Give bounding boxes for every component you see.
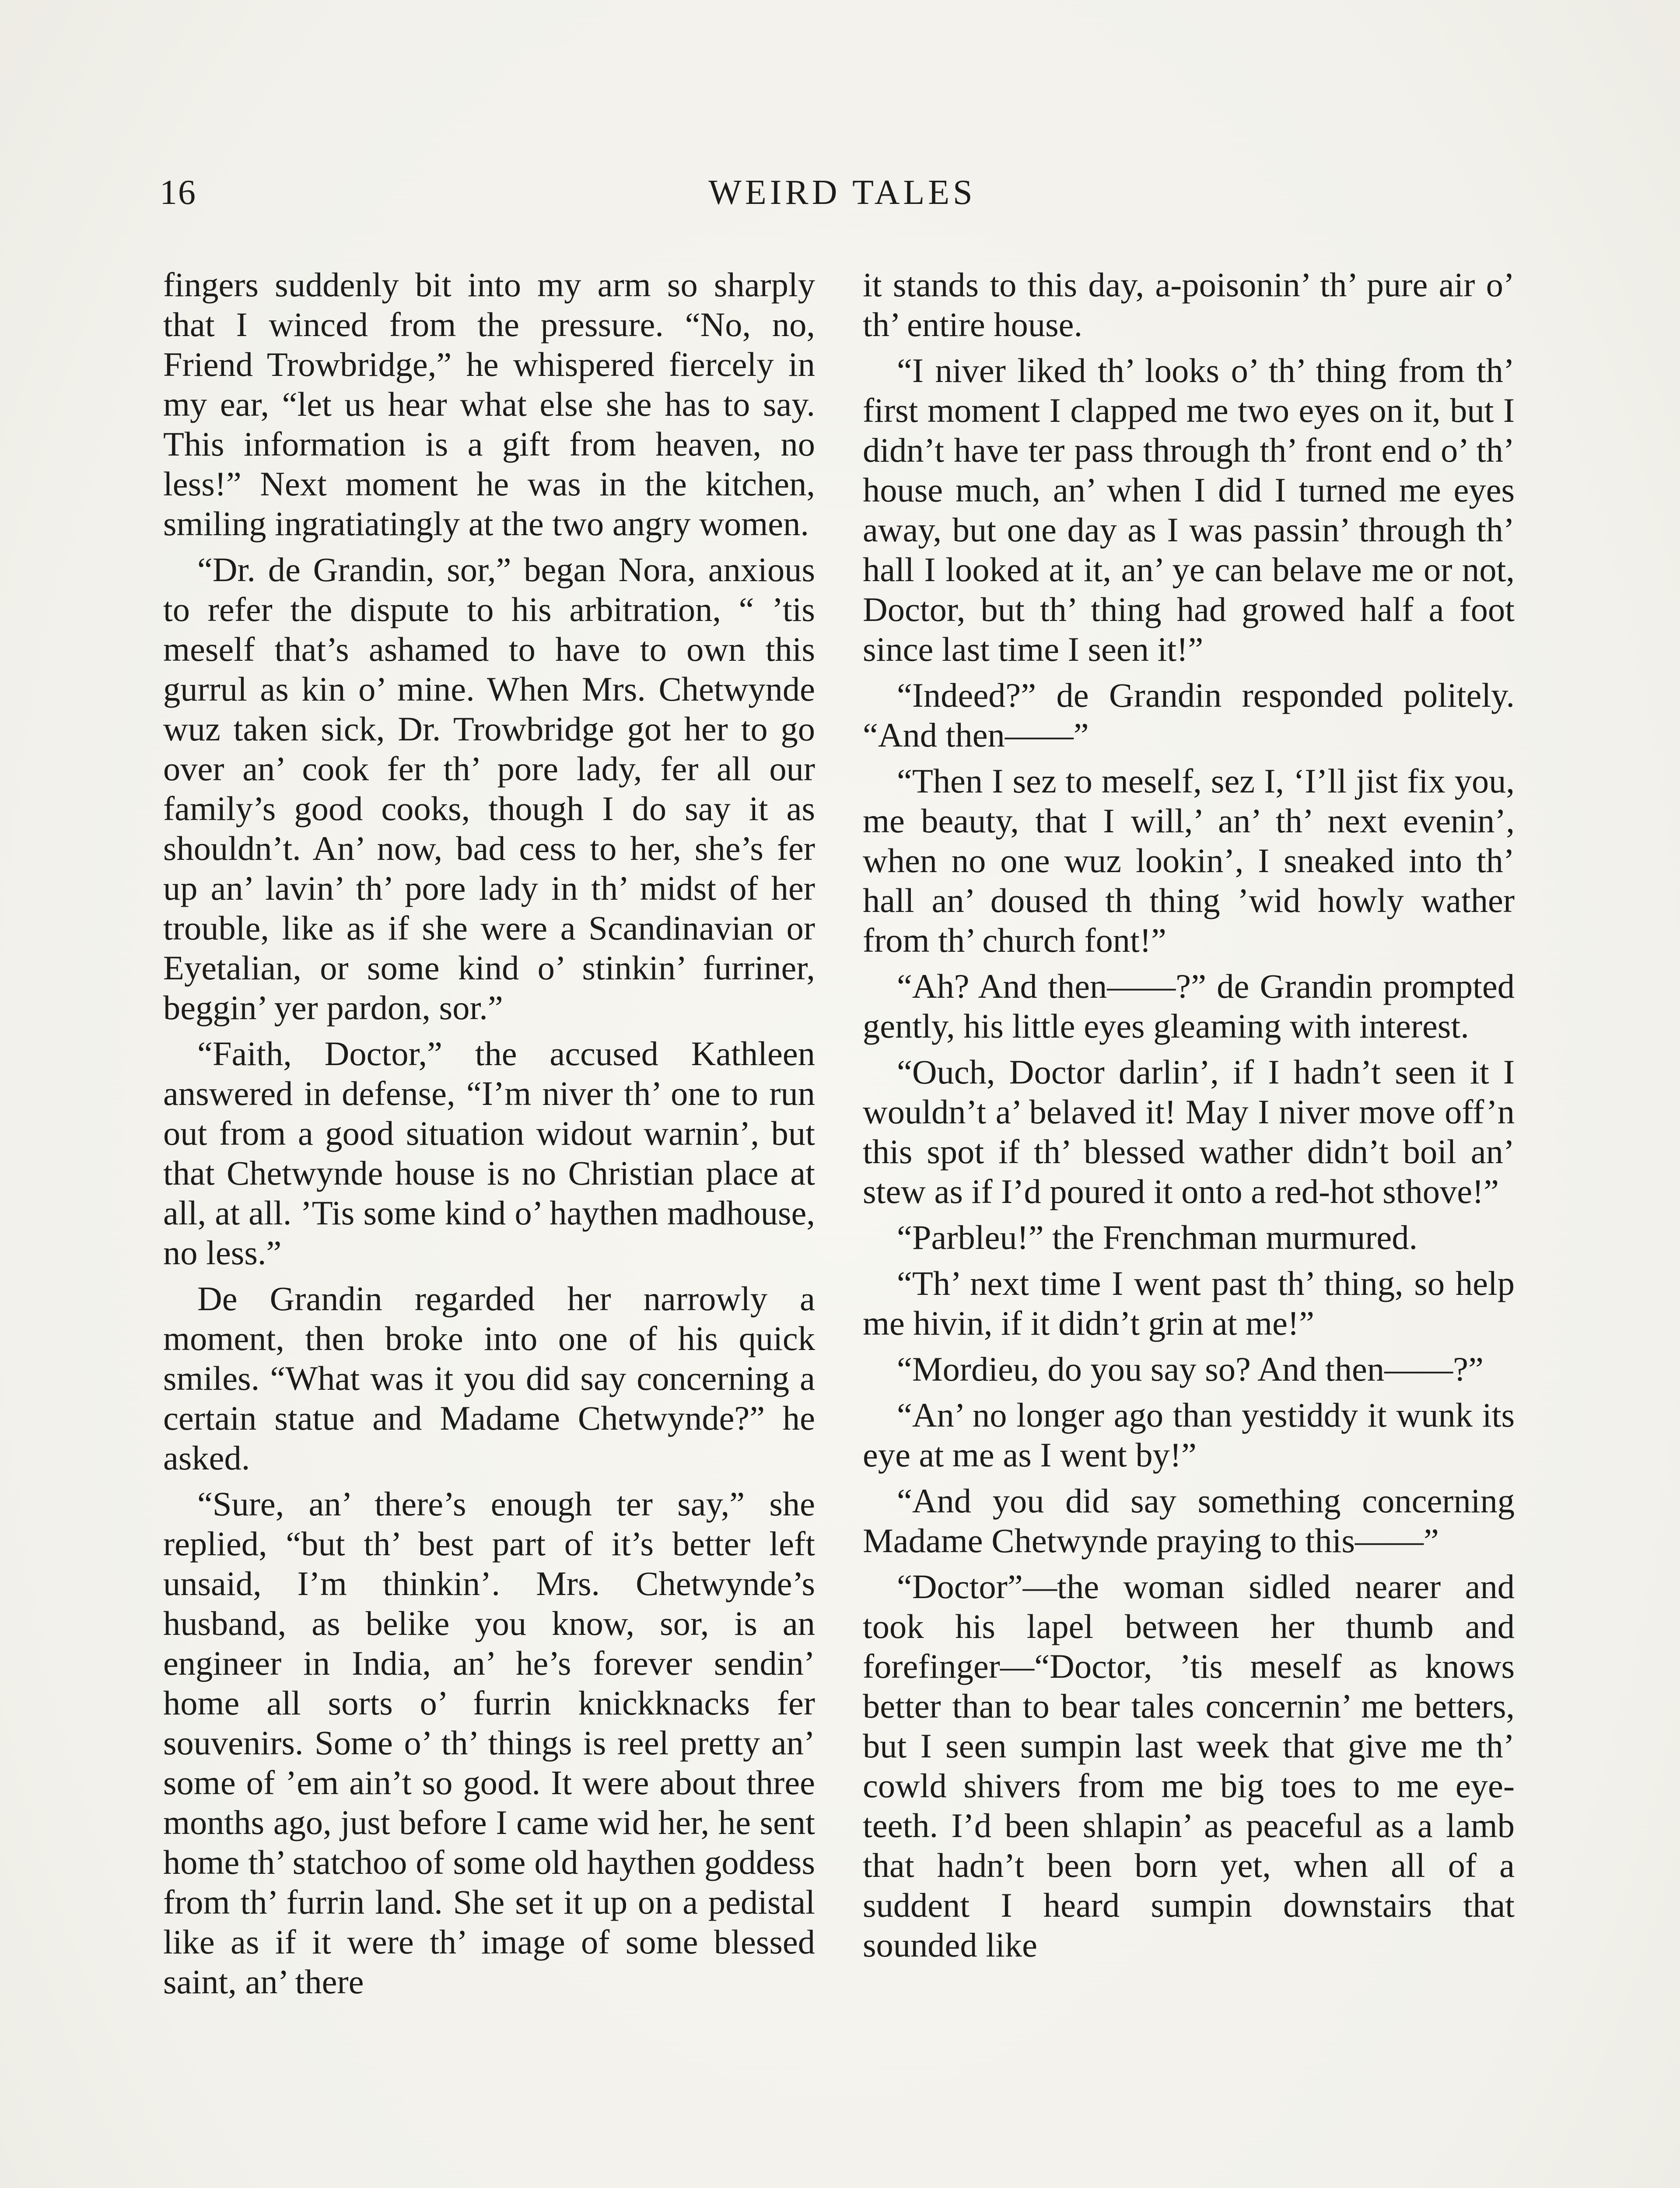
- right-column: [863, 265, 1515, 1965]
- page-header: [160, 173, 1525, 221]
- paragraph: “Sure, an’ there’s enough ter say,” she replied, “but th’ best part of it’s better left unsaid, I’m thinkin’. Mrs. Chetwynde’s husband, as belike you know, sor, is an engineer in India, an’ he’s forever sendin’ home all sorts o’ furrin knickknacks fer souvenirs. Some o’ th’ things is reel pretty an’ some of ’em ain’t so good. It were about three months ago, just before I came wid her, he sent home th’ statchoo of some old haythen goddess from th’ furrin land. She set it up on a pedistal like as if it were th’ image of some blessed saint, an’ there: [163, 1485, 815, 2001]
- paragraph: “Mordieu, do you say so? And then——?”: [897, 1350, 1484, 1388]
- paragraph: “Th’ next time I went past th’ thing, so help me hivin, if it didn’t grin at me!”: [863, 1264, 1515, 1342]
- paragraph: “And you did say something concerning Madame Chetwynde praying to this——”: [863, 1482, 1515, 1560]
- paragraph: “Ouch, Doctor darlin’, if I hadn’t seen it I wouldn’t a’ belaved it! May I niver move off’n this spot if th’ blessed wather didn’t boil an’ stew as if I’d poured it onto a red-hot sthove!”: [863, 1053, 1515, 1210]
- paragraph: “Indeed?” de Grandin responded politely. “And then——”: [863, 676, 1515, 754]
- page-number: 16: [160, 173, 196, 212]
- paragraph: it stands to this day, a-poisonin’ th’ pure air o’ th’ entire house.: [863, 266, 1515, 344]
- running-title: WEIRD TALES: [708, 173, 976, 212]
- paragraph: “Ah? And then——?” de Grandin prompted gently, his little eyes gleaming with interest.: [863, 967, 1515, 1045]
- paragraph: “Doctor”—the woman sidled nearer and took his lapel between her thumb and forefinger—“Doctor, ’tis meself as knows better than to bear tales concernin’ me betters, but I seen sumpin last week that give me th’ cowld shivers from me big toes to me eye-teeth. I’d been shlapin’ as peaceful as a lamb that hadn’t been born yet, when all of a suddent I heard sumpin downstairs that sounded like: [863, 1567, 1515, 1964]
- paragraph: “Dr. de Grandin, sor,” began Nora, anxious to refer the dispute to his arbitration, “ ’tis meself that’s ashamed to have to own this gurrul as kin o’ mine. When Mrs. Chetwynde wuz taken sick, Dr. Trowbridge got her to go over an’ cook fer th’ pore lady, fer all our family’s good cooks, though I do say it as shouldn’t. An’ now, bad cess to her, she’s fer up an’ lavin’ th’ pore lady in th’ midst of her trouble, like as if she were a Scandinavian or Eyetalian, or some kind o’ stinkin’ furriner, beggin’ yer pardon, sor.”: [163, 551, 815, 1027]
- paragraph: “An’ no longer ago than yestiddy it wunk its eye at me as I went by!”: [863, 1396, 1515, 1474]
- paragraph: “Parbleu!” the Frenchman murmured.: [897, 1218, 1418, 1256]
- paragraph: “Faith, Doctor,” the accused Kathleen answered in defense, “I’m niver th’ one to run out from a good situation widout warnin’, but that Chetwynde house is no Christian place at all, at all. ’Tis some kind o’ haythen madhouse, no less.”: [163, 1034, 815, 1272]
- paragraph: De Grandin regarded her narrowly a moment, then broke into one of his quick smiles. “What was it you did say concerning a certain statue and Madame Chetwynde?” he asked.: [163, 1280, 815, 1477]
- paragraph: fingers suddenly bit into my arm so sharply that I winced from the pressure. “No, no, Friend Trowbridge,” he whispered fiercely in my ear, “let us hear what else she has to say. This information is a gift from heaven, no less!” Next moment he was in the kitchen, smiling ingratiatingly at the two angry women.: [163, 266, 815, 543]
- paragraph: “I niver liked th’ looks o’ th’ thing from th’ first moment I clapped me two eyes on it, but I didn’t have ter pass through th’ front end o’ th’ house much, an’ when I did I turned me eyes away, but one day as I was passin’ through th’ hall I looked at it, an’ ye can belave me or not, Doctor, but th’ thing had growed half a foot since last time I seen it!”: [863, 351, 1515, 668]
- left-column: [163, 265, 815, 2002]
- paragraph: “Then I sez to meself, sez I, ‘I’ll jist fix you, me beauty, that I will,’ an’ th’ next evenin’, when no one wuz lookin’, I sneaked into th’ hall an’ doused th thing ’wid howly wather from th’ church font!”: [863, 762, 1515, 959]
